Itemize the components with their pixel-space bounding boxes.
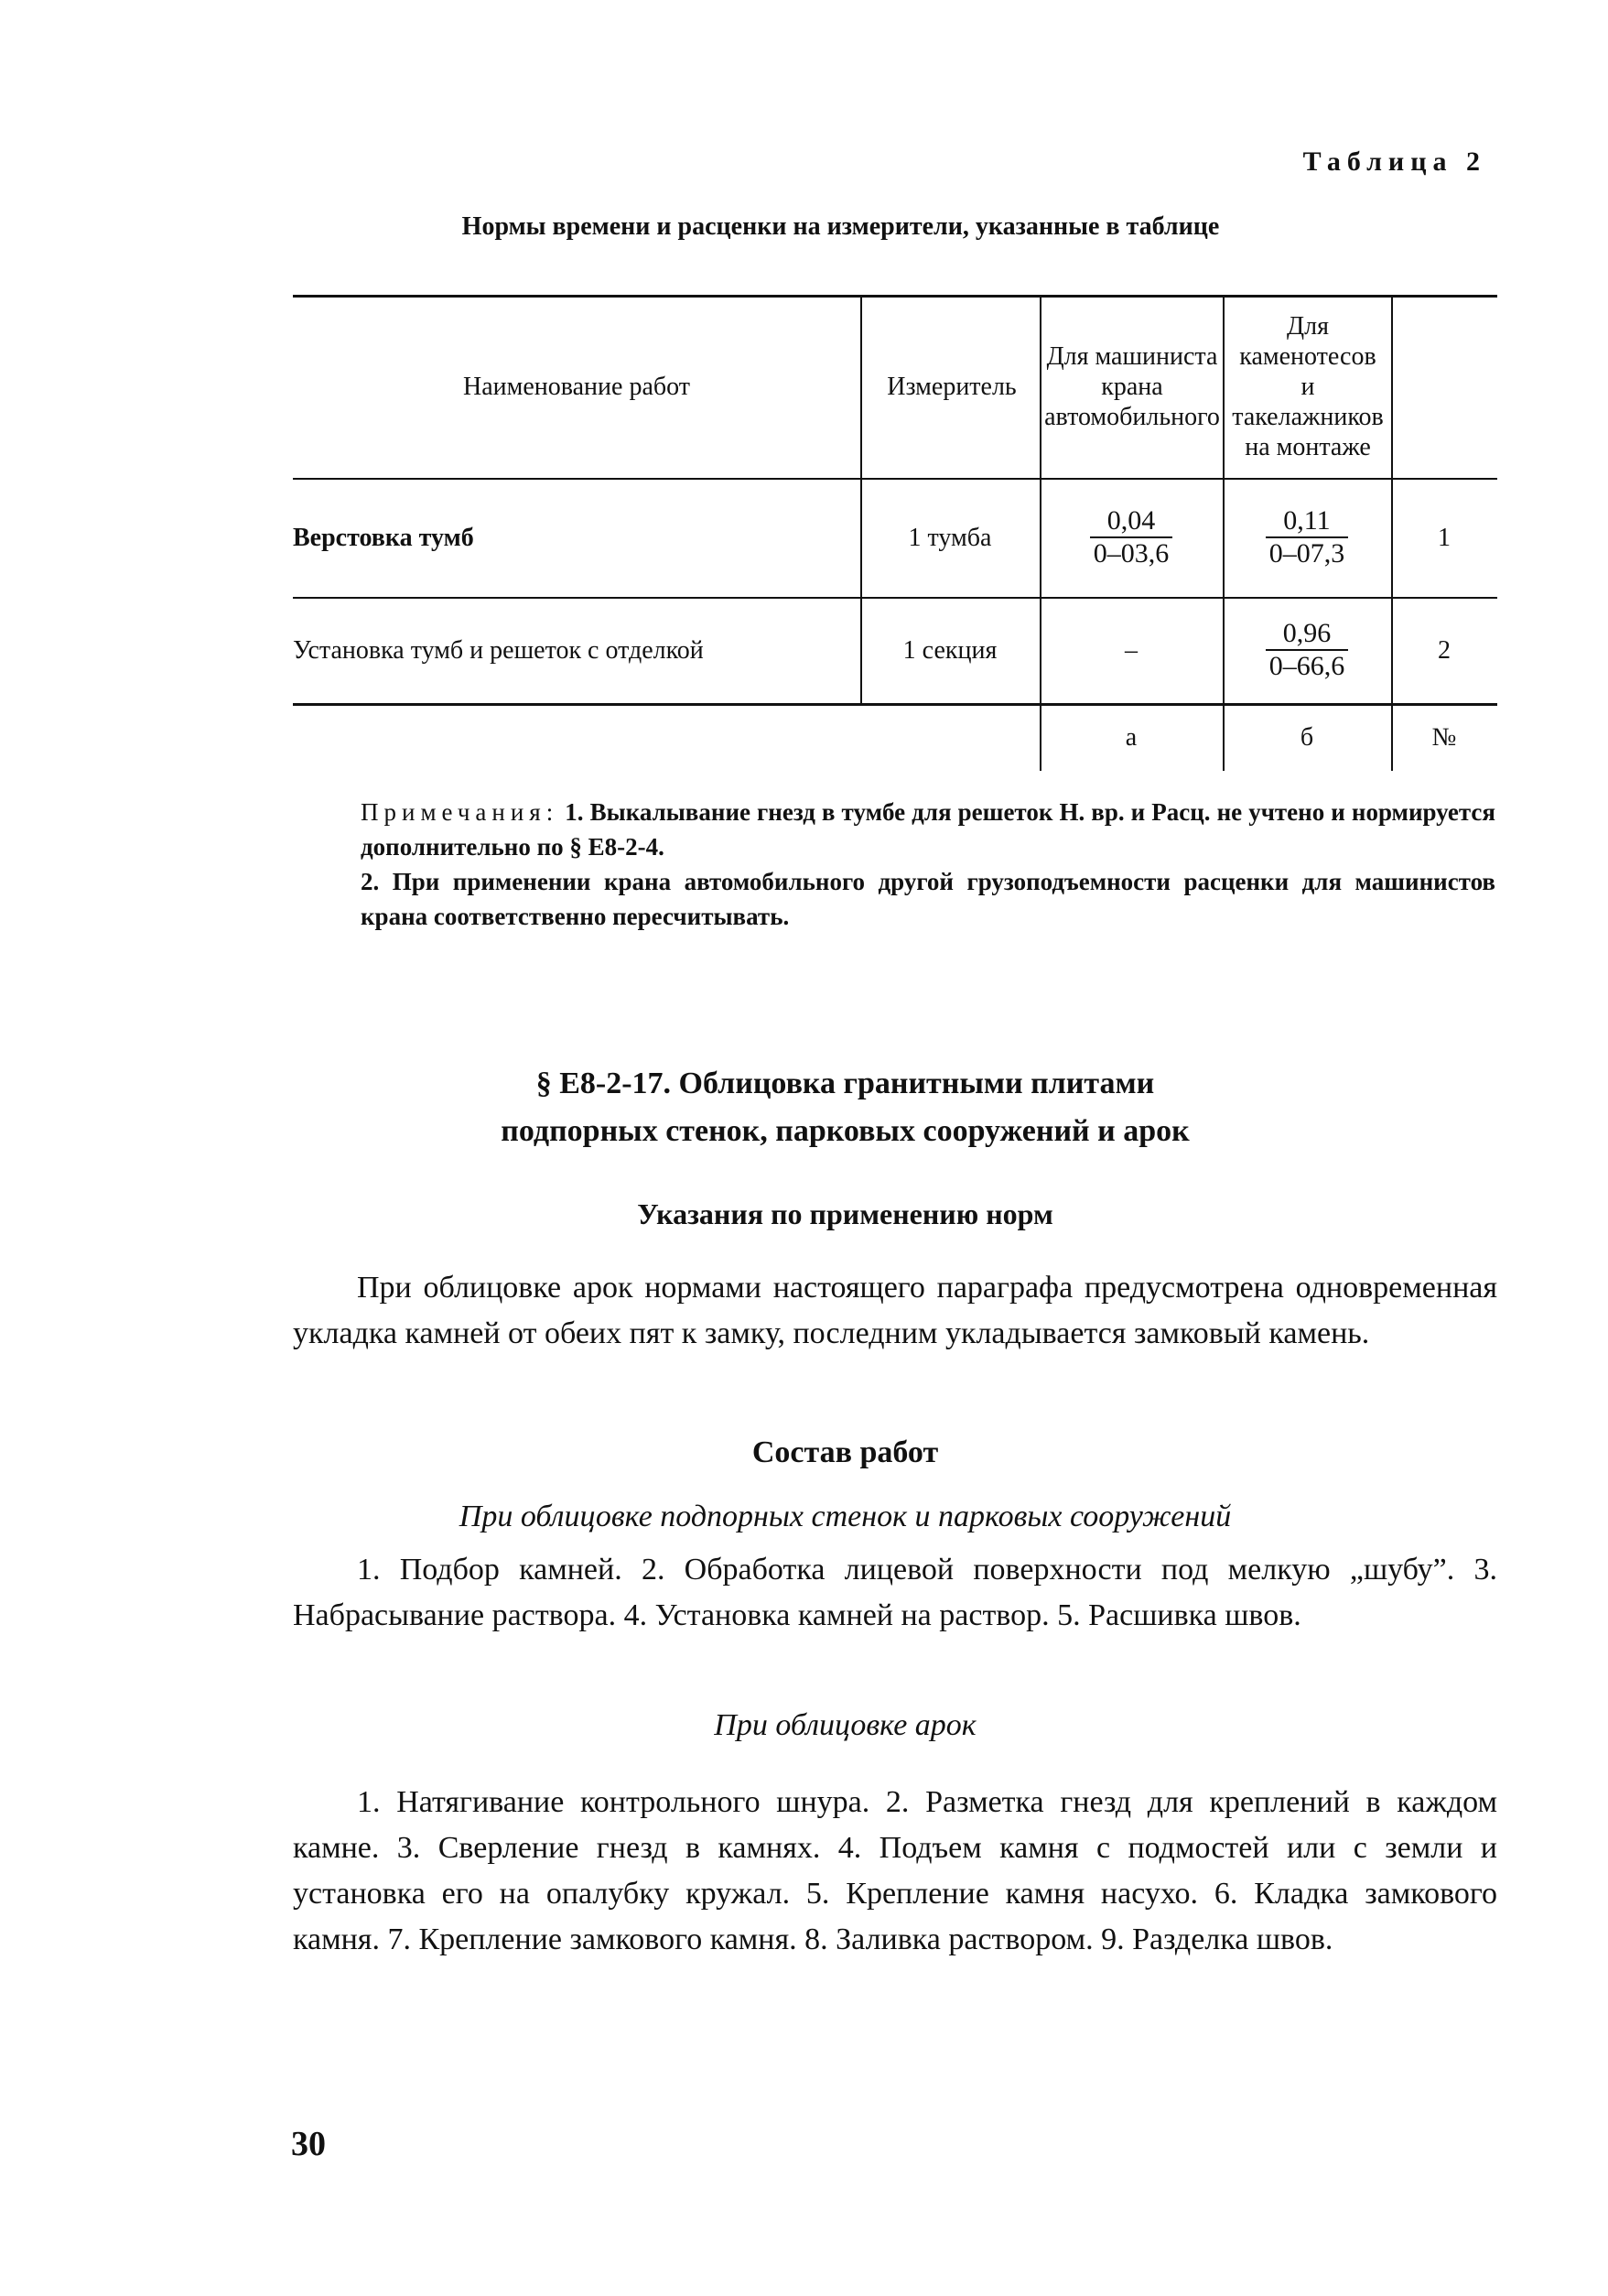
instructions-text (293, 1265, 1497, 1357)
row1-a-time: 0,04 (1106, 505, 1156, 536)
walls-subheading: При облицовке подпорных стенок и парковых сооружений (459, 1500, 1232, 1533)
header-name: Наименование работ (463, 372, 690, 401)
table-notes (361, 795, 1495, 934)
section-title-line2: подпорных стенок, парковых сооружений и арок (501, 1114, 1190, 1148)
section-title (0, 1060, 1608, 1155)
arches-subheading: При облицовке арок (714, 1708, 977, 1742)
row1-masons-rate (1223, 478, 1391, 597)
instructions-title: Указания по применению норм (637, 1197, 1053, 1230)
row1-b-time: 0,11 (1283, 505, 1331, 536)
header-unit: Измеритель (887, 372, 1017, 401)
arches-text (293, 1780, 1497, 1963)
row1-number: 1 (1438, 523, 1451, 552)
row2-name: Установка тумб и решеток с отделкой (293, 635, 704, 665)
section-title-line1: § Е8-2-17. Облицовка гранитными плитами (535, 1067, 1155, 1100)
header-masons: Для каменотесов и такелажников на монтаже (1232, 311, 1384, 461)
col-letter-a: а (1125, 722, 1138, 752)
row1-name: Верстовка тумб (293, 523, 474, 552)
walls-text (293, 1547, 1497, 1639)
row2-number: 2 (1438, 635, 1451, 665)
row2-machinist-rate: – (1125, 635, 1138, 665)
work-composition-title: Состав работ (751, 1435, 939, 1469)
page-number: 30 (291, 2125, 326, 2163)
row1-b-price: 0–07,3 (1266, 536, 1349, 569)
col-letter-b: б (1300, 722, 1314, 752)
notes-label: Примечания: (361, 798, 559, 826)
row2-b-time: 0,96 (1282, 618, 1332, 648)
norms-table (293, 295, 1497, 771)
row2-masons-rate (1223, 597, 1391, 703)
row2-unit: 1 секция (902, 635, 998, 665)
table-caption: Нормы времени и расценки на измерители, указанные в таблице (461, 212, 1220, 241)
row1-unit: 1 тумба (908, 523, 992, 552)
walls-body: 1. Подбор камней. 2. Обработка лицевой поверхности под мелкую „шубу”. 3. Набрасывание раствора. 4. Установка камней на раствор. 5. Расшивка швов. (293, 1553, 1497, 1632)
row1-machinist-rate (1040, 478, 1223, 597)
row1-a-price: 0–03,6 (1090, 536, 1173, 569)
header-machinist: Для машиниста крана автомобильного (1044, 341, 1220, 431)
table-label: Таблица 2 (1302, 146, 1486, 177)
note-1: 1. Выкалывание гнезд в тумбе для решеток Н. вр. и Расц. не учтено и нормируется дополнительно по § Е8-2-4. (361, 798, 1496, 861)
note-2: 2. При применении крана автомобильного другой грузоподъемности расценки для машинистов крана соответственно пересчитывать. (361, 868, 1495, 930)
row2-b-price: 0–66,6 (1266, 649, 1349, 682)
col-letter-no: № (1431, 722, 1457, 752)
arches-body: 1. Натягивание контрольного шнура. 2. Разметка гнезд для креплений в каждом камне. 3. Сверление гнезд в камнях. 4. Подъем камня с подмостей или с земли и установка его на опалубку кружал. 5. Крепление камня насухо. 6. Кладка замкового камня. 7. Крепление замкового камня. 8. Заливка раствором. 9. Разделка швов. (293, 1785, 1497, 1956)
instructions-body: При облицовке арок нормами настоящего параграфа предусмотрена одновременная укладка камней от обеих пят к замку, последним укладывается замковый камень. (293, 1271, 1497, 1350)
